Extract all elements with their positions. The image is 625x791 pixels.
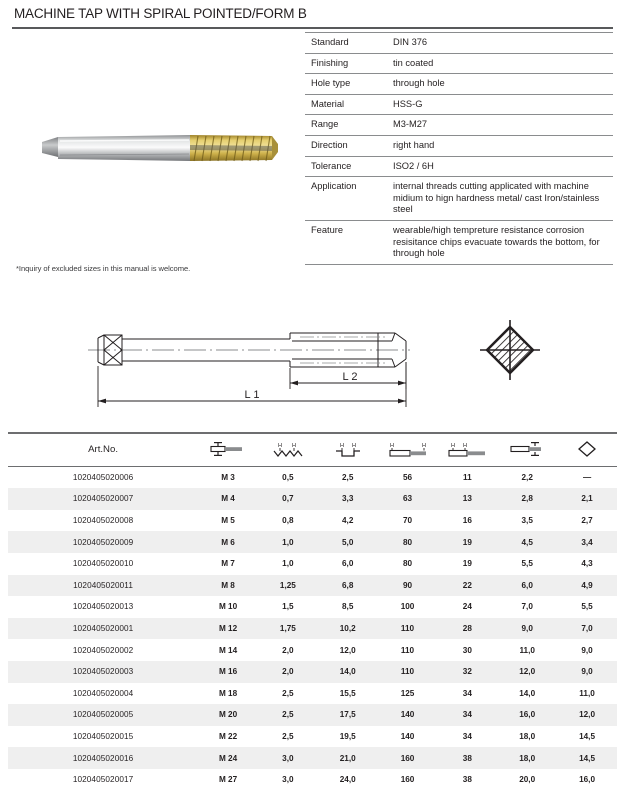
cell-shank-diameter: 4,5 xyxy=(521,537,533,547)
table-row xyxy=(8,466,617,488)
cell-thread-diameter: M 24 xyxy=(218,753,238,763)
cell-pitch: 1,0 xyxy=(282,559,294,569)
spec-value: ISO2 / 6H xyxy=(393,160,434,171)
cell-thread-length: 32 xyxy=(462,667,472,677)
cell-thread-diameter: M 3 xyxy=(221,472,235,482)
cell-overall-length: 140 xyxy=(400,732,415,742)
cell-pitch: 3,0 xyxy=(282,775,294,785)
table-row xyxy=(8,661,617,683)
cell-thread-length: 28 xyxy=(462,624,472,634)
cell-art-no: 1020405020015 xyxy=(72,732,134,742)
dimension-table xyxy=(8,434,617,791)
cell-thread-diameter: M 5 xyxy=(221,516,235,526)
cell-shank-diameter: 2,8 xyxy=(521,494,533,504)
dimension-table-body xyxy=(8,466,617,790)
cell-shank-diameter: 12,0 xyxy=(519,667,536,677)
cell-art-no: 1020405020016 xyxy=(72,753,134,763)
spec-value: HSS-G xyxy=(393,98,423,109)
cell-thread-length: 34 xyxy=(462,710,472,720)
cell-core-diameter: 3,3 xyxy=(342,494,354,504)
inquiry-note: *Inquiry of excluded sizes in this manual is welcome. xyxy=(16,264,191,273)
specification-table xyxy=(305,32,613,265)
table-row xyxy=(8,510,617,532)
cell-art-no: 1020405020001 xyxy=(72,624,134,634)
cell-thread-length: 11 xyxy=(463,472,472,482)
cell-overall-length: 70 xyxy=(402,516,413,526)
cell-pitch: 2,5 xyxy=(282,732,294,742)
cell-art-no: 1020405020010 xyxy=(72,559,134,569)
cell-core-diameter: 10,2 xyxy=(339,624,356,634)
svg-text:H: H xyxy=(339,443,344,450)
cell-shank-diameter: 6,0 xyxy=(521,580,533,590)
cell-shank-diameter: 9,0 xyxy=(521,624,533,634)
cell-core-diameter: 5,0 xyxy=(342,537,354,547)
spec-label: Application xyxy=(311,181,357,192)
cell-art-no: 1020405020011 xyxy=(73,580,133,590)
cell-thread-length: 22 xyxy=(462,580,472,590)
cell-square-size: 2,1 xyxy=(581,494,593,504)
cell-art-no: 1020405020013 xyxy=(72,602,134,612)
cell-core-diameter: 8,5 xyxy=(342,602,354,612)
cell-art-no: 1020405020007 xyxy=(72,494,134,504)
cell-shank-diameter: 16,0 xyxy=(519,710,536,720)
cell-thread-diameter: M 14 xyxy=(218,645,238,655)
shank-diameter-icon xyxy=(497,434,557,467)
cell-pitch: 1,5 xyxy=(282,602,294,612)
spec-row xyxy=(305,177,613,221)
cell-square-size: 4,9 xyxy=(581,580,593,590)
thread-pitch-icon xyxy=(258,434,318,467)
cell-square-size: 12,0 xyxy=(579,710,596,720)
cell-square-size: 11,0 xyxy=(579,688,595,698)
spec-value: internal threads cutting applicated with machine midium to hign hardness metal/ cast Iron/stainless steel xyxy=(393,181,600,215)
cell-pitch: 1,75 xyxy=(279,624,296,634)
square-size-icon xyxy=(557,434,617,467)
cell-overall-length: 90 xyxy=(402,580,413,590)
cell-square-size: — xyxy=(582,472,592,482)
spec-row xyxy=(305,115,613,136)
cell-thread-diameter: M 20 xyxy=(218,710,238,720)
cell-square-size: 9,0 xyxy=(581,667,593,677)
page-title: MACHINE TAP WITH SPIRAL POINTED/FORM B xyxy=(14,6,307,21)
cell-thread-length: 34 xyxy=(462,688,472,698)
cell-square-size: 7,0 xyxy=(581,624,593,634)
cell-pitch: 0,8 xyxy=(282,516,294,526)
cell-thread-diameter: M 16 xyxy=(218,667,238,677)
cell-core-diameter: 15,5 xyxy=(339,688,356,698)
cell-pitch: 0,7 xyxy=(282,494,294,504)
table-row xyxy=(8,747,617,769)
spec-row xyxy=(305,156,613,177)
spec-label: Material xyxy=(311,98,345,109)
cell-shank-diameter: 7,0 xyxy=(521,602,533,612)
spec-label: Direction xyxy=(311,139,348,150)
spec-value: M3-M27 xyxy=(393,119,428,130)
dimension-label-l2: L 2 xyxy=(342,371,358,383)
cell-overall-length: 56 xyxy=(402,472,413,482)
spec-row xyxy=(305,94,613,115)
spec-row xyxy=(305,135,613,156)
cell-thread-diameter: M 18 xyxy=(218,688,238,698)
cell-pitch: 2,5 xyxy=(282,710,294,720)
spec-label: Standard xyxy=(311,37,349,47)
spec-label: Range xyxy=(311,119,339,130)
cell-thread-length: 13 xyxy=(462,494,472,504)
table-row xyxy=(8,726,617,748)
spec-label: Finishing xyxy=(311,57,349,68)
cell-core-diameter: 2,5 xyxy=(342,472,354,482)
column-header-art-no: Art.No. xyxy=(8,434,198,467)
cell-square-size: 16,0 xyxy=(579,775,596,785)
cell-core-diameter: 24,0 xyxy=(339,775,356,785)
cell-shank-diameter: 11,0 xyxy=(519,645,535,655)
cell-art-no: 1020405020009 xyxy=(72,537,134,547)
cell-core-diameter: 12,0 xyxy=(339,645,356,655)
cell-pitch: 2,0 xyxy=(282,667,294,677)
cell-square-size: 14,5 xyxy=(579,753,596,763)
square-shank-diamond-symbol xyxy=(480,320,540,380)
spec-row xyxy=(305,53,613,74)
cell-thread-length: 38 xyxy=(462,753,472,763)
cell-pitch: 2,5 xyxy=(282,688,294,698)
table-row xyxy=(8,488,617,510)
spec-value: DIN 376 xyxy=(393,37,428,47)
cell-art-no: 1020405020008 xyxy=(72,516,134,526)
cell-overall-length: 110 xyxy=(400,667,415,677)
cell-overall-length: 125 xyxy=(400,688,415,698)
cell-shank-diameter: 14,0 xyxy=(519,688,536,698)
cell-art-no: 1020405020005 xyxy=(72,710,134,720)
table-row xyxy=(8,704,617,726)
cell-shank-diameter: 18,0 xyxy=(519,732,536,742)
cell-overall-length: 110 xyxy=(400,624,415,634)
table-row xyxy=(8,553,617,575)
cell-pitch: 3,0 xyxy=(282,753,294,763)
cell-pitch: 1,0 xyxy=(282,537,294,547)
table-row xyxy=(8,618,617,640)
cell-shank-diameter: 2,2 xyxy=(521,472,533,482)
cell-overall-length: 110 xyxy=(400,645,415,655)
cell-thread-length: 24 xyxy=(462,602,472,612)
cell-thread-diameter: M 27 xyxy=(218,775,238,785)
cell-thread-length: 16 xyxy=(462,516,472,526)
thread-length-icon xyxy=(437,434,497,467)
cell-thread-length: 38 xyxy=(462,775,472,785)
table-row xyxy=(8,596,617,618)
cell-thread-diameter: M 4 xyxy=(221,494,235,504)
spec-label: Feature xyxy=(311,224,344,235)
svg-text:H: H xyxy=(277,443,282,450)
cell-square-size: 4,3 xyxy=(581,559,593,569)
cell-thread-diameter: M 8 xyxy=(221,580,235,590)
svg-text:H: H xyxy=(291,443,296,450)
spec-value: wearable/high tempreture resistance corrosion resisitance chips evacuate towards the bottom, for through hole xyxy=(393,224,600,259)
technical-drawing xyxy=(0,300,625,430)
cell-shank-diameter: 5,5 xyxy=(521,559,533,569)
cell-core-diameter: 14,0 xyxy=(339,667,356,677)
cell-thread-diameter: M 10 xyxy=(218,602,238,612)
spec-value: through hole xyxy=(393,78,445,89)
title-divider xyxy=(12,27,613,29)
cell-art-no: 1020405020017 xyxy=(72,775,134,785)
spec-label: Tolerance xyxy=(311,160,352,171)
cell-core-diameter: 19,5 xyxy=(339,732,356,742)
cell-overall-length: 100 xyxy=(400,602,415,612)
cell-art-no: 1020405020004 xyxy=(72,688,134,698)
svg-text:H: H xyxy=(351,443,356,450)
spec-row xyxy=(305,33,613,54)
core-diameter-icon xyxy=(318,434,378,467)
spec-value: tin coated xyxy=(393,57,434,68)
cell-pitch: 1,25 xyxy=(279,580,296,590)
cell-overall-length: 80 xyxy=(402,559,413,569)
cell-shank-diameter: 18,0 xyxy=(519,753,536,763)
dimension-label-l1: L 1 xyxy=(244,389,260,401)
cell-thread-length: 19 xyxy=(462,559,472,569)
cell-core-diameter: 17,5 xyxy=(339,710,356,720)
cell-overall-length: 160 xyxy=(400,775,415,785)
cell-shank-diameter: 3,5 xyxy=(521,516,533,526)
cell-thread-length: 19 xyxy=(462,537,472,547)
cell-art-no: 1020405020006 xyxy=(72,472,134,482)
cell-shank-diameter: 20,0 xyxy=(519,775,536,785)
cell-overall-length: 140 xyxy=(400,710,415,720)
cell-thread-length: 34 xyxy=(462,732,472,742)
cell-core-diameter: 6,0 xyxy=(342,559,354,569)
cell-core-diameter: 21,0 xyxy=(339,753,356,763)
table-row xyxy=(8,639,617,661)
cell-square-size: 5,5 xyxy=(581,602,593,612)
dimension-table-wrapper xyxy=(8,432,617,791)
svg-text:H: H xyxy=(463,443,468,450)
cell-core-diameter: 4,2 xyxy=(342,516,354,526)
spec-label: Hole type xyxy=(311,78,351,89)
svg-text:H: H xyxy=(451,443,456,450)
spec-row xyxy=(305,74,613,95)
table-row xyxy=(8,531,617,553)
dimension-table-header-row xyxy=(8,434,617,467)
cell-overall-length: 160 xyxy=(400,753,415,763)
cell-thread-diameter: M 7 xyxy=(221,559,235,569)
cell-core-diameter: 6,8 xyxy=(342,580,354,590)
cell-overall-length: 80 xyxy=(402,537,413,547)
cell-square-size: 9,0 xyxy=(581,645,593,655)
thread-diameter-icon xyxy=(198,434,258,467)
cell-art-no: 1020405020003 xyxy=(72,667,134,677)
table-row xyxy=(8,683,617,705)
svg-text:H: H xyxy=(389,443,394,450)
table-row xyxy=(8,769,617,791)
table-row xyxy=(8,575,617,597)
machine-tap-image xyxy=(40,124,280,172)
spec-row xyxy=(305,220,613,264)
cell-overall-length: 63 xyxy=(402,494,413,504)
cell-thread-diameter: M 22 xyxy=(218,732,238,742)
cell-pitch: 0,5 xyxy=(282,472,294,482)
product-photo xyxy=(12,36,300,261)
spec-value: right hand xyxy=(393,139,435,150)
cell-thread-diameter: M 12 xyxy=(218,624,238,634)
cell-square-size: 2,7 xyxy=(581,516,593,526)
cell-thread-length: 30 xyxy=(462,645,472,655)
cell-art-no: 1020405020002 xyxy=(72,645,134,655)
overall-length-icon xyxy=(378,434,438,467)
svg-text:H: H xyxy=(421,443,426,450)
cell-square-size: 14,5 xyxy=(579,732,596,742)
cell-square-size: 3,4 xyxy=(581,537,593,547)
cell-pitch: 2,0 xyxy=(282,645,294,655)
cell-thread-diameter: M 6 xyxy=(221,537,235,547)
